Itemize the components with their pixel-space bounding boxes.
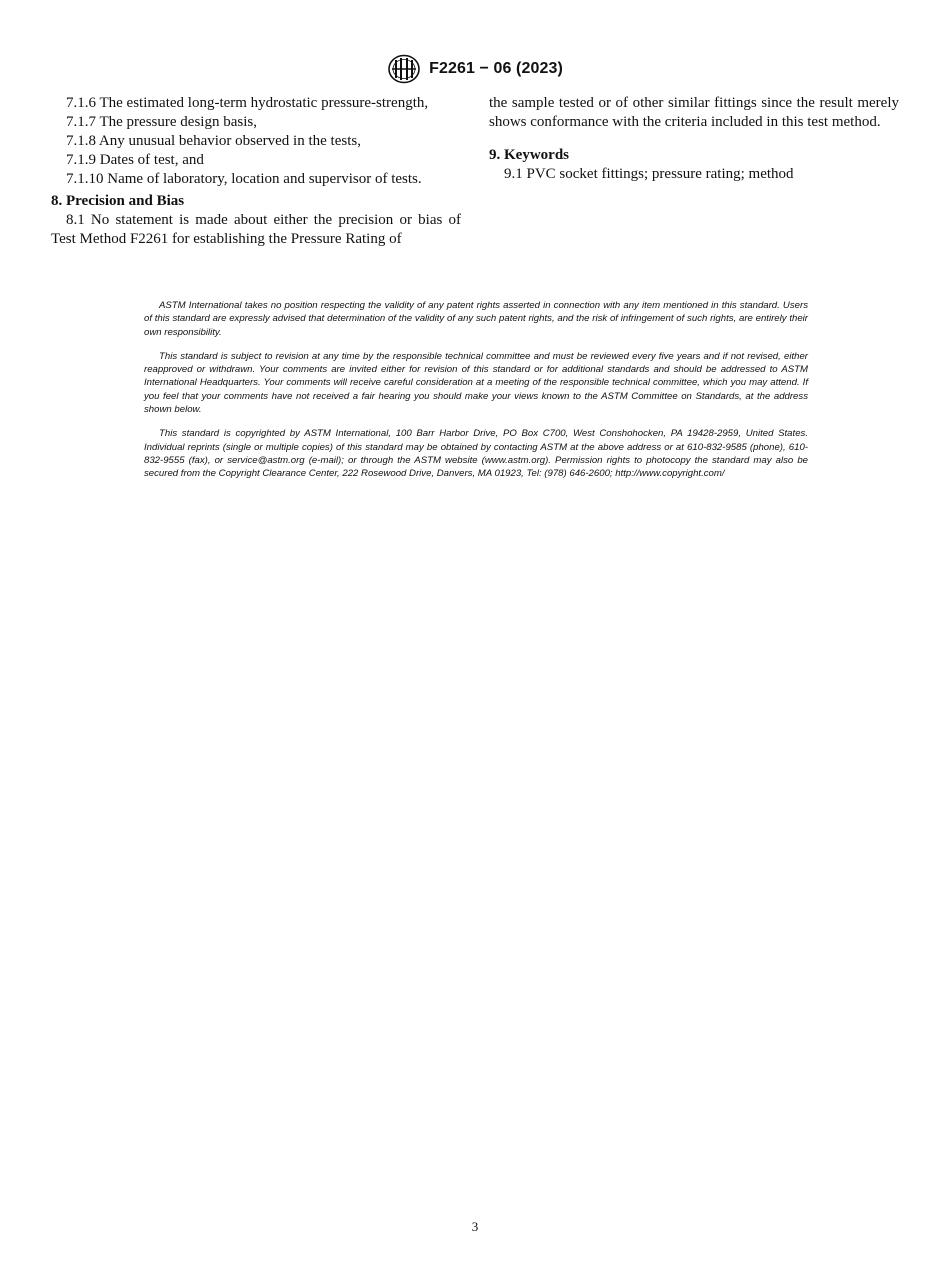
list-item: 7.1.8 Any unusual behavior observed in the tests, xyxy=(66,133,361,149)
right-column xyxy=(489,94,899,184)
left-column xyxy=(51,94,461,249)
page-header xyxy=(0,53,950,85)
document-designation: F2261 − 06 (2023) xyxy=(429,60,563,77)
patent-notice: ASTM International takes no position respecting the validity of any patent rights asserted in connection with any item mentioned in this standard. Users of this standard are expressly advised that determination of the validity of any such patent rights, and the risk of infringement of such rights, are entirely their own responsibility. xyxy=(144,300,808,338)
list-item: 7.1.9 Dates of test, and xyxy=(66,152,204,168)
legal-notices xyxy=(144,299,808,492)
list-item: 7.1.7 The pressure design basis, xyxy=(66,114,257,130)
copyright-notice: This standard is copyrighted by ASTM International, 100 Barr Harbor Drive, PO Box C700, West Conshohocken, PA 19428-2959, United States. Individual reprints (single or multiple copies) of this standard may be obtained by contacting ASTM at the above address or at 610-832-9585 (phone), 610-832-9555 (fax), or service@astm.org (e-mail); or through the ASTM website (www.astm.org). Permission rights to photocopy the standard may also be secured from the Copyright Clearance Center, 222 Rosewood Drive, Danvers, MA 01923, Tel: (978) 646-2600; http://www.copyright.com/ xyxy=(144,428,808,480)
keywords-paragraph: 9.1 PVC socket fittings; pressure rating; method xyxy=(504,166,794,182)
section-paragraph: 8.1 No statement is made about either the precision or bias of Test Method F2261 for establishing the Pressure Rating of xyxy=(51,212,461,247)
section-heading-precision-bias: 8. Precision and Bias xyxy=(51,193,185,209)
list-item: 7.1.6 The estimated long-term hydrostatic pressure-strength, xyxy=(66,95,429,111)
page-number: 3 xyxy=(471,1219,479,1234)
revision-notice: This standard is subject to revision at any time by the responsible technical committee and must be reviewed every five years and if not revised, either reapproved or withdrawn. Your comments are invited either for revision of this standard or for additional standards and should be addressed to ASTM International Headquarters. Your comments will receive careful consideration at a meeting of the responsible technical committee, which you may attend. If you feel that your comments have not received a fair hearing you should make your views known to the ASTM Committee on Standards, at the address shown below. xyxy=(144,350,808,416)
section-heading-keywords: 9. Keywords xyxy=(489,147,569,163)
astm-logo-icon xyxy=(387,54,421,84)
list-item: 7.1.10 Name of laboratory, location and supervisor of tests. xyxy=(66,171,422,187)
continued-paragraph: the sample tested or of other similar fittings since the result merely shows conformance with the criteria included in this test method. xyxy=(489,95,899,130)
